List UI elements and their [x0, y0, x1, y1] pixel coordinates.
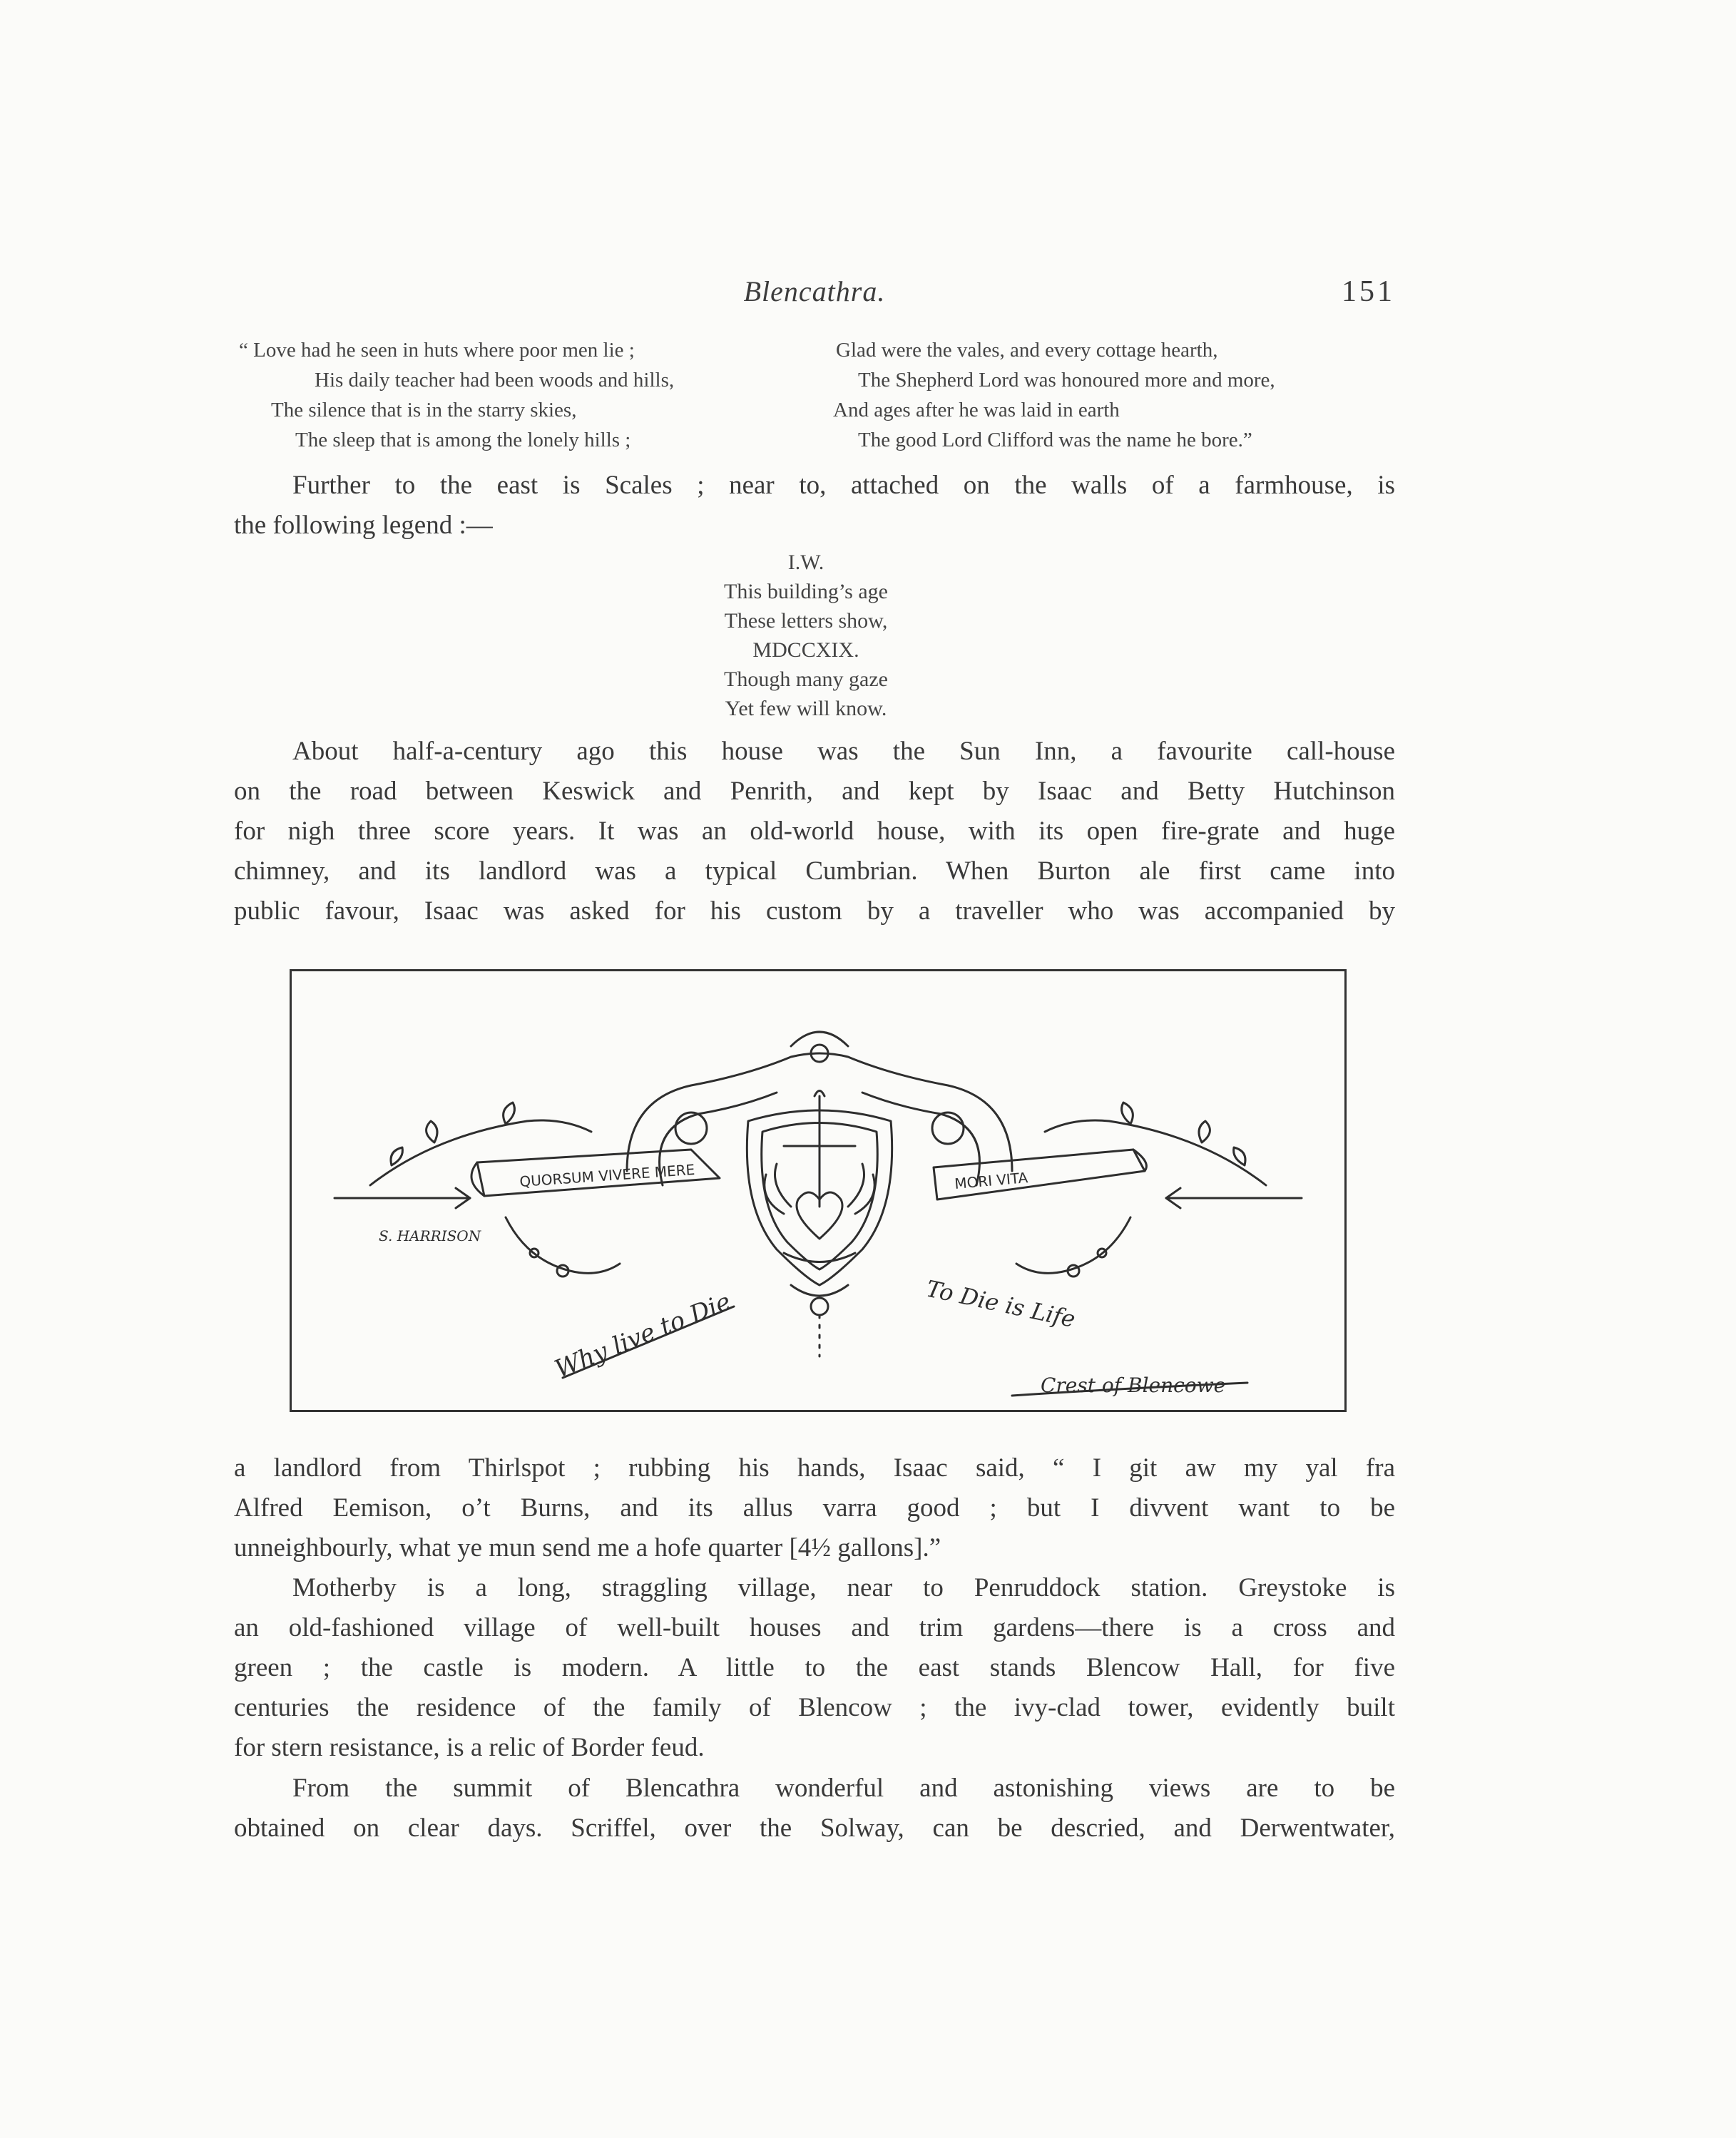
poem-line: The Shepherd Lord was honoured more and more,: [858, 369, 1275, 392]
text-line: for stern resistance, is a relic of Border feud.: [234, 1733, 705, 1762]
poem-line: The good Lord Clifford was the name he bore.”: [858, 429, 1252, 451]
paragraph-summit: [234, 1769, 1395, 1848]
text-line: Further to the east is Scales ; near to, attached on the walls of a farmhouse, is: [292, 471, 1395, 500]
text-line: on the road between Keswick and Penrith, and kept by Isaac and Betty Hutchinson: [234, 777, 1395, 806]
running-head: [234, 275, 1395, 317]
poem-line: Glad were the vales, and every cottage hearth,: [836, 339, 1218, 362]
poem-line: The sleep that is among the lonely hills ;: [295, 429, 631, 451]
crest-illustration: [290, 969, 1347, 1412]
page-number: 151: [1342, 275, 1395, 308]
crest-script-left: Why live to Die: [551, 1287, 735, 1384]
text-line: unneighbourly, what ye mun send me a hofe quarter [4½ gallons].”: [234, 1533, 941, 1562]
legend-line: MDCCXIX.: [752, 638, 859, 662]
text-line: the following legend :—: [234, 511, 493, 540]
legend-line: This building’s age: [724, 580, 888, 603]
text-line: public favour, Isaac was asked for his custom by a traveller who was accompanied by: [234, 896, 1395, 926]
poem-left-column: [239, 335, 674, 455]
text-line: a landlord from Thirlspot ; rubbing his hands, Isaac said, “ I git aw my yal fra: [234, 1453, 1395, 1483]
poem-right-column: [833, 335, 1275, 455]
poem-line: “ Love had he seen in huts where poor men lie ;: [239, 339, 635, 362]
crest-caption: Crest of Blencowe: [1041, 1374, 1226, 1397]
text-line: From the summit of Blencathra wonderful and astonishing views are to be: [292, 1774, 1395, 1803]
artist-signature: S. HARRISON: [379, 1227, 481, 1244]
paragraph-motherby: [234, 1568, 1395, 1768]
text-line: green ; the castle is modern. A little to the east stands Blencow Hall, for five: [234, 1653, 1395, 1682]
legend-line: Yet few will know.: [725, 697, 887, 720]
text-line: an old-fashioned village of well-built houses and trim gardens—there is a cross and: [234, 1613, 1395, 1642]
paragraph-sun-inn: [234, 732, 1395, 931]
crest-motto-left: QUORSUM VIVERE MERE: [519, 1160, 695, 1190]
legend-inscription: [642, 548, 970, 723]
text-line: About half-a-century ago this house was the Sun Inn, a favourite call-house: [292, 737, 1395, 766]
text-line: for nigh three score years. It was an old-world house, with its open fire-grate and huge: [234, 817, 1395, 846]
poem-line: His daily teacher had been woods and hills,: [315, 369, 675, 392]
paragraph-thirlspot: [234, 1448, 1395, 1568]
legend-line: These letters show,: [724, 609, 888, 633]
text-line: obtained on clear days. Scriffel, over the Solway, can be descried, and Derwentwater,: [234, 1814, 1395, 1843]
text-line: centuries the residence of the family of Blencow ; the ivy-clad tower, evidently built: [234, 1693, 1395, 1722]
paragraph-scales: [234, 466, 1395, 546]
crest-motto-right: MORI VITA: [954, 1169, 1029, 1192]
poem-line: The silence that is in the starry skies,: [271, 399, 577, 421]
text-line: chimney, and its landlord was a typical Cumbrian. When Burton ale first came into: [234, 856, 1395, 886]
legend-line: Though many gaze: [724, 668, 888, 691]
legend-line: I.W.: [787, 551, 824, 574]
poem-line: And ages after he was laid in earth: [833, 399, 1120, 421]
text-line: Motherby is a long, straggling village, near to Penruddock station. Greystoke is: [292, 1573, 1395, 1602]
crest-drawing: [292, 971, 1344, 1410]
crest-script-right: To Die is Life: [924, 1274, 1078, 1333]
running-title: Blencathra.: [743, 275, 886, 307]
text-line: Alfred Eemison, o’t Burns, and its allus varra good ; but I divvent want to be: [234, 1493, 1395, 1523]
